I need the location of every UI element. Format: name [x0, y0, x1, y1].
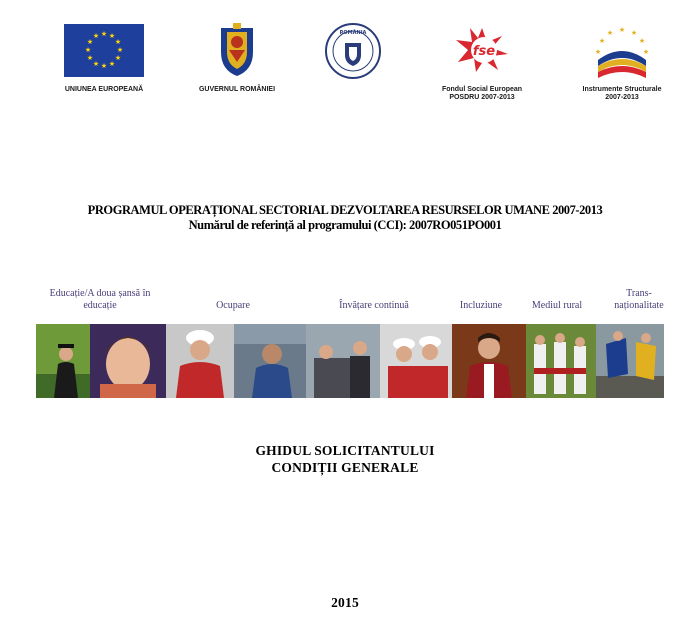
svg-text:★: ★	[108, 32, 116, 40]
svg-text:★: ★	[638, 37, 646, 45]
category-ocupare: Ocupare	[216, 300, 250, 311]
svg-text:★: ★	[114, 54, 122, 62]
ministry-seal-logo	[325, 23, 381, 84]
photo-child	[90, 324, 166, 398]
is-caption-line1: Instrumente Structurale	[582, 86, 662, 93]
category-invatare-continua: Învățare continuă	[339, 300, 409, 311]
svg-text:★: ★	[84, 46, 92, 54]
category-trans-line1: Trans-	[626, 288, 652, 299]
svg-text:★: ★	[86, 38, 94, 46]
photo-technician	[234, 324, 306, 398]
category-incluziune: Incluziune	[459, 300, 503, 311]
romania-coat-of-arms-logo	[217, 22, 257, 83]
photo-rural-folk	[526, 324, 596, 398]
gov-caption: GUVERNUL ROMÂNIEI	[198, 86, 276, 93]
svg-text:★: ★	[92, 32, 100, 40]
svg-text:★: ★	[594, 48, 602, 56]
eu-flag-logo	[64, 24, 144, 77]
photo-graduate	[36, 324, 90, 398]
fse-caption	[432, 86, 532, 102]
instrumente-structurale-logo	[590, 24, 654, 87]
fse-logo	[454, 26, 510, 77]
eu-caption: UNIUNEA EUROPEANĂ	[64, 86, 144, 93]
photo-training-lab	[306, 324, 380, 398]
category-educatie-line2: educație	[83, 300, 117, 311]
photo-engineers	[380, 324, 452, 398]
svg-text:★: ★	[100, 62, 108, 70]
category-trans-line2: naționalitate	[614, 300, 664, 311]
photo-worker-helmet	[166, 324, 234, 398]
program-title: PROGRAMUL OPERAȚIONAL SECTORIAL DEZVOLTAREA RESURSELOR UMANE 2007-2013	[87, 203, 603, 217]
svg-text:★: ★	[618, 26, 626, 34]
category-mediul-rural: Mediul rural	[531, 300, 583, 311]
svg-text:★: ★	[598, 37, 606, 45]
svg-text:★: ★	[86, 54, 94, 62]
svg-text:★: ★	[114, 38, 122, 46]
svg-text:★: ★	[108, 60, 116, 68]
document-title-line1: GHIDUL SOLICITANTULUI	[255, 443, 435, 458]
category-transnationalitate	[604, 288, 674, 312]
fse-caption-line1: Fondul Social European	[441, 86, 523, 93]
category-educatie-line1: Educație/A doua șansă în	[49, 288, 151, 299]
photo-waiter	[452, 324, 526, 398]
svg-text:★: ★	[92, 60, 100, 68]
eu-stars-icon	[64, 24, 144, 77]
fse-mark: fse	[472, 44, 496, 59]
fse-caption-line2: POSDRU 2007-2013	[449, 94, 515, 101]
svg-text:★: ★	[100, 30, 108, 38]
document-title-line2: CONDIȚII GENERALE	[271, 460, 419, 475]
seal-text: ROMÂNIA	[339, 30, 367, 36]
program-reference: Numărul de referință al programului (CCI): 2007RO051PO001	[188, 218, 502, 232]
category-educatie	[32, 288, 168, 312]
svg-text:★: ★	[606, 29, 614, 37]
photo-cyclists	[596, 324, 664, 398]
svg-text:★: ★	[116, 46, 124, 54]
svg-text:★: ★	[642, 48, 650, 56]
svg-text:★: ★	[630, 29, 638, 37]
document-year: 2015	[331, 595, 359, 610]
is-caption	[572, 86, 672, 102]
is-caption-line2: 2007-2013	[605, 94, 639, 101]
